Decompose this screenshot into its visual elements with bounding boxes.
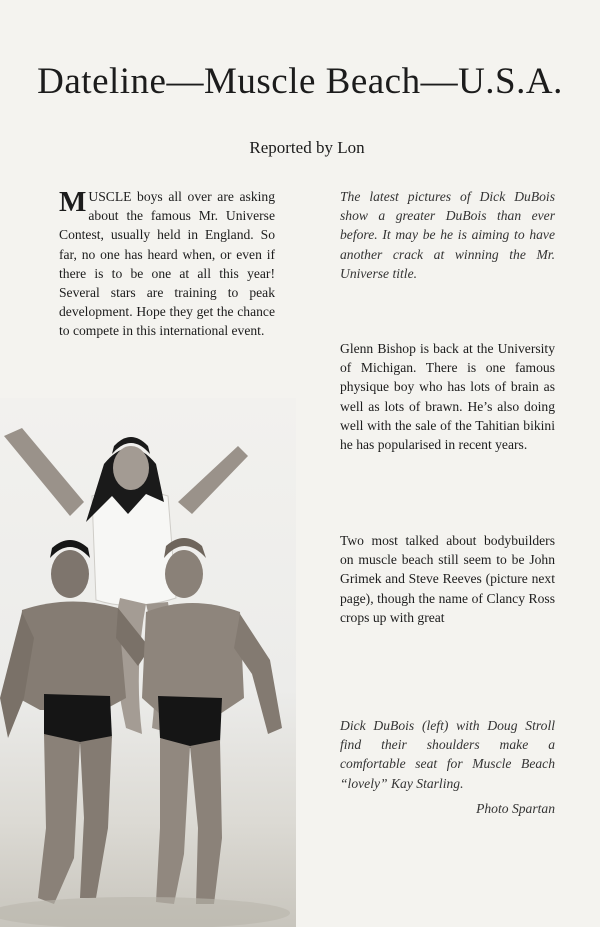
dubois-paragraph: The latest pictures of Dick DuBois show a greater DuBois than ever before. It may be he is aiming to have another crack at winning the Mr. Universe title. — [340, 189, 555, 281]
photo-credit: Photo Spartan — [476, 800, 555, 816]
article-byline: Reported by Lon — [249, 138, 365, 157]
drop-cap: M — [59, 186, 87, 218]
photo-caption — [340, 716, 555, 818]
caption-text: Dick DuBois (left) with Doug Stroll find their shoulders make a comfortable seat for Muscle Beach “lovely” Kay Starling. — [340, 718, 555, 791]
beach-photo — [0, 398, 296, 927]
left-column — [59, 187, 275, 341]
bishop-paragraph: Glenn Bishop is back at the University of Michigan. There is one famous physique boy who has lots of brain as well as lots of brawn. He’s also doing well with the sale of the Tahitian bikini he has popularised in recent years. — [340, 341, 555, 453]
reeves-paragraph: Two most talked about bodybuilders on muscle beach still seem to be John Grimek and Steve Reeves (picture next page), though the name of Clancy Ross crops up with great — [340, 533, 555, 625]
intro-paragraph — [59, 187, 275, 341]
intro-text: USCLE boys all over are asking about the famous Mr. Universe Contest, usually held in England. So far, no one has heard when, or even if there is to be one at all this year! Several stars are training to peak development. Hope they get the chance to compete in this international event. — [59, 189, 275, 339]
article-title: Dateline—Muscle Beach—U.S.A. — [37, 61, 563, 102]
